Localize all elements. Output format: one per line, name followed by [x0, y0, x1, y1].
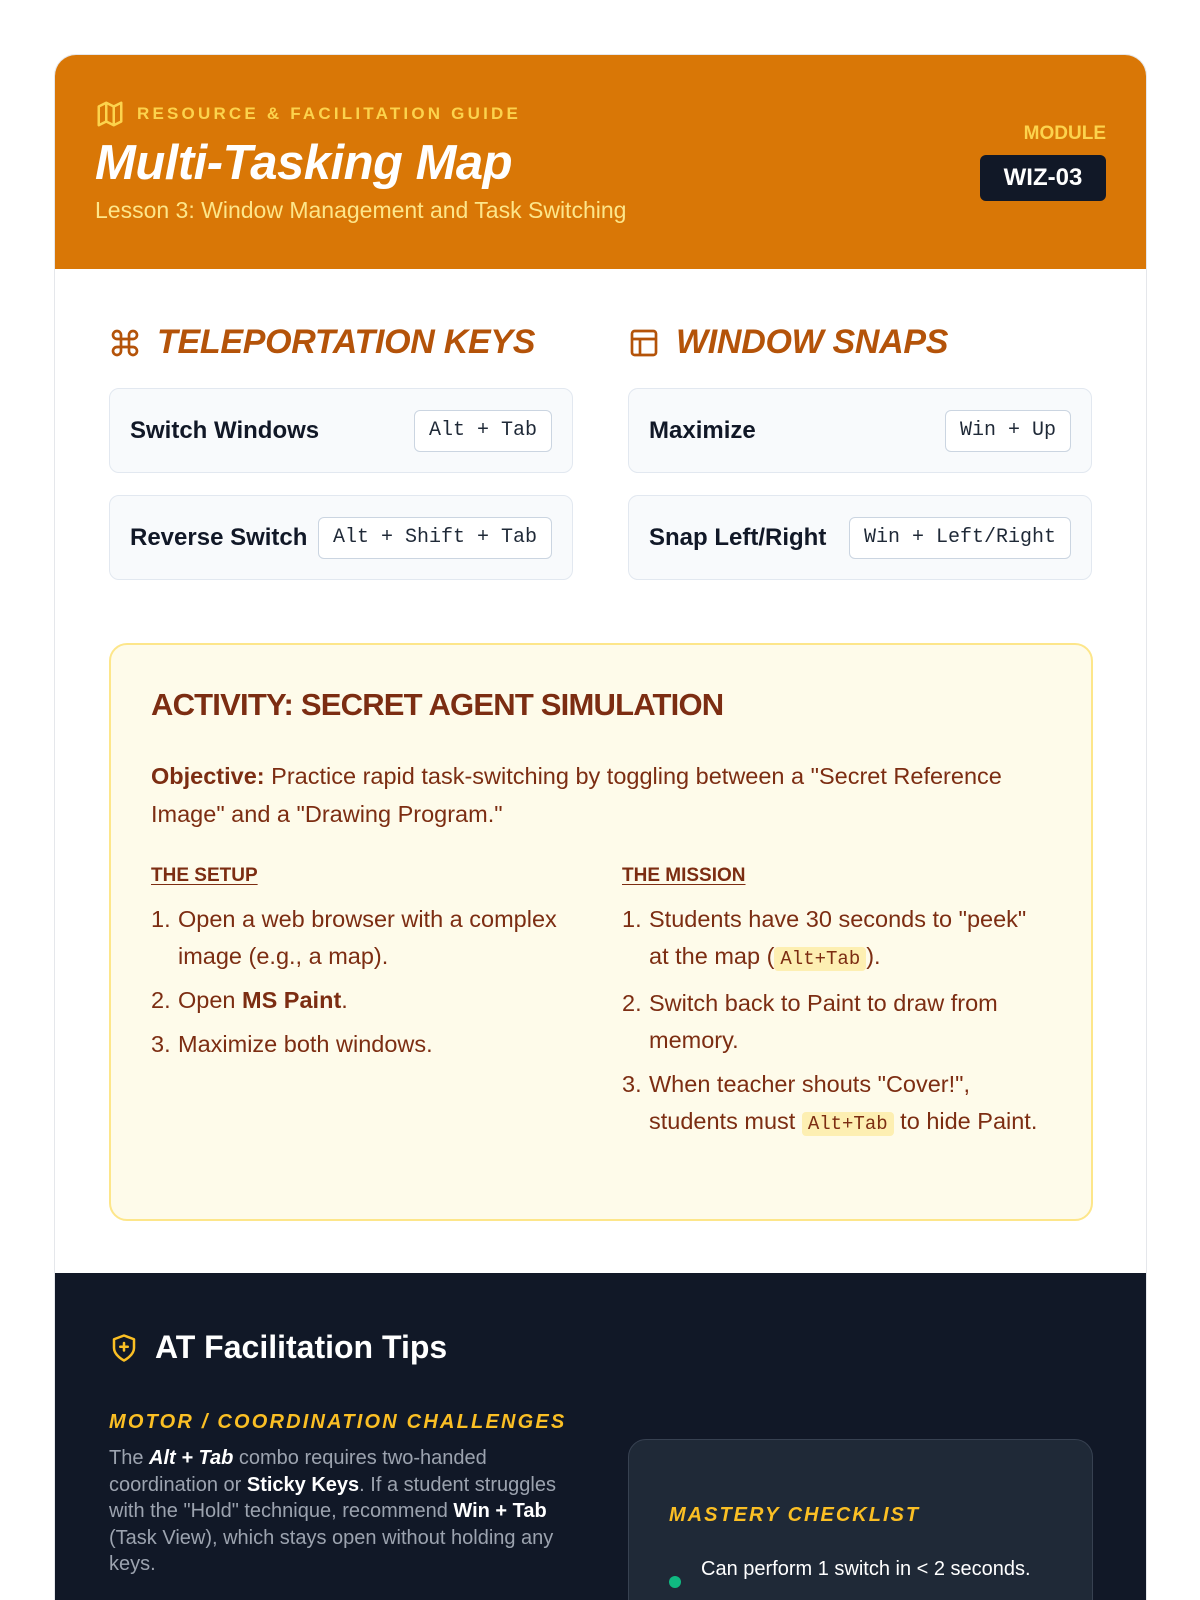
teleport-section-title: TELEPORTATION KEYS: [157, 323, 536, 361]
mission-heading: THE MISSION: [622, 865, 746, 886]
teleport-section-header: [109, 323, 535, 362]
activity-objective: [151, 757, 1031, 833]
list-item: 1. Students have 30 seconds to "peek" at the map ( Alt+Tab ).: [622, 906, 1027, 970]
list-item: 2. Open MS Paint.: [151, 987, 348, 1013]
checklist-item-text: Can perform 1 switch in < 2 seconds.: [701, 1558, 1031, 1580]
snaps-section-title: WINDOW SNAPS: [676, 323, 949, 361]
mastery-checklist-title: MASTERY CHECKLIST: [669, 1504, 921, 1526]
inline-code: Alt+Tab: [802, 1112, 894, 1136]
activity-box: [109, 643, 1093, 1221]
shortcut-keys: Win + Left/Right: [849, 517, 1071, 559]
mastery-checklist-card: [628, 1439, 1093, 1600]
activity-title: ACTIVITY: SECRET AGENT SIMULATION: [151, 687, 724, 722]
setup-heading: THE SETUP: [151, 865, 258, 886]
shortcut-snap-left-right: [628, 495, 1092, 580]
map-icon: [95, 99, 125, 129]
snaps-section-header: [628, 323, 948, 362]
shield-plus-icon: [109, 1333, 139, 1363]
list-item: 3. When teacher shouts "Cover!", students must Alt+Tab to hide Paint.: [622, 1071, 1038, 1135]
list-item: 2. Switch back to Paint to draw from memory.: [622, 990, 998, 1053]
list-item: 3. Maximize both windows.: [151, 1031, 433, 1057]
inline-code: Alt+Tab: [774, 947, 866, 971]
shortcut-name: Reverse Switch: [130, 523, 308, 551]
check-dot-icon: [669, 1576, 681, 1588]
page-title: Multi-Tasking Map: [95, 136, 513, 190]
shortcut-name: Snap Left/Right: [649, 523, 827, 551]
objective-label: Objective:: [151, 763, 265, 789]
shortcut-keys: Win + Up: [945, 410, 1071, 452]
command-icon: [109, 327, 141, 359]
module-badge: WIZ-03: [980, 155, 1106, 201]
kicker-text: RESOURCE & FACILITATION GUIDE: [137, 104, 522, 123]
shortcut-name: Switch Windows: [130, 416, 320, 444]
layout-icon: [628, 327, 660, 359]
guide-card: [54, 54, 1147, 1600]
page-subtitle: Lesson 3: Window Management and Task Switching: [95, 197, 627, 223]
shortcut-name: Maximize: [649, 416, 756, 444]
motor-challenges-text: The Alt + Tab combo requires two-handed coordination or Sticky Keys. If a student struggles with the "Hold" technique, recommend Win + Tab (Task View), which stays open without holding any keys.: [109, 1447, 556, 1575]
list-item: 1. Open a web browser with a complex image (e.g., a map).: [151, 906, 557, 969]
shortcut-keys: Alt + Tab: [414, 410, 552, 452]
header-banner: [55, 55, 1146, 269]
at-tips-header: [109, 1329, 447, 1366]
motor-challenges-title: MOTOR / COORDINATION CHALLENGES: [109, 1411, 567, 1433]
shortcut-reverse-switch: [109, 495, 573, 580]
module-label: MODULE: [1023, 123, 1106, 144]
setup-steps: [151, 901, 591, 1070]
kicker: [95, 99, 521, 129]
shortcut-switch-windows: [109, 388, 573, 473]
shortcut-keys: Alt + Shift + Tab: [318, 517, 552, 559]
shortcut-maximize: [628, 388, 1092, 473]
objective-text: Practice rapid task-switching by toggling between a "Secret Reference Image" and a "Drawing Program.": [151, 763, 1002, 827]
at-tips-title: AT Facilitation Tips: [155, 1329, 448, 1365]
mission-steps: [622, 901, 1042, 1150]
checklist-item: [669, 1556, 1049, 1588]
at-tips-section: [55, 1273, 1146, 1600]
